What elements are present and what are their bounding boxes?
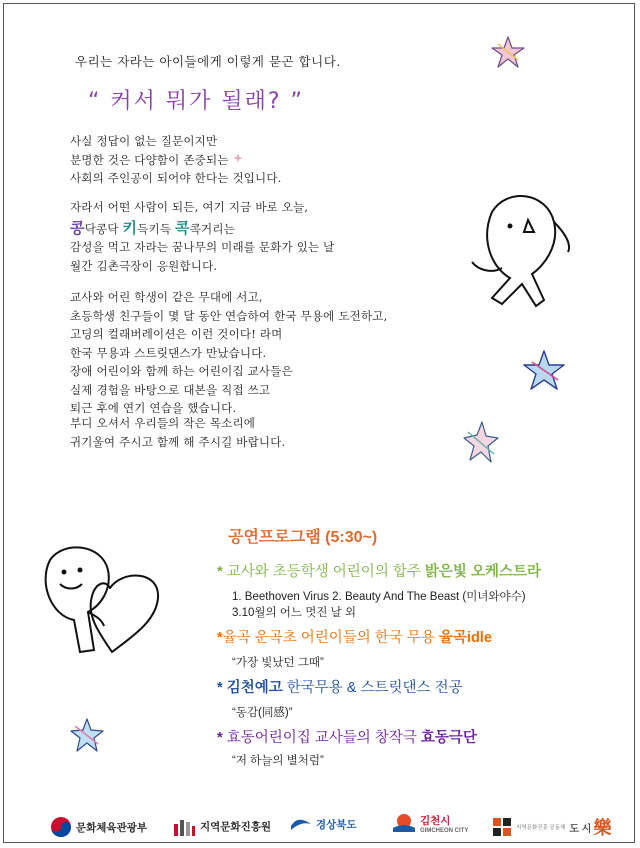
kok-char: 콕 xyxy=(175,218,190,237)
program-item-orchestra-detail: 1. Beethoven Virus 2. Beauty And The Beast (미녀와야수) xyxy=(232,591,526,603)
building-icon xyxy=(172,816,196,836)
logo-mcst: 문화체육관광부 xyxy=(50,816,147,838)
paragraph-line: 초등학생 친구들이 몇 달 동안 연습하여 한국 무용에 도전하고, xyxy=(70,308,388,323)
paragraph-line: 분명한 것은 다양함이 존중되는 xyxy=(70,151,282,170)
program-item-theater: * 효동어린이집 교사들의 창작극 효동극단 xyxy=(217,730,477,746)
program-item-idle: *율곡 운곡초 어린이들의 한국 무용 율곡idle xyxy=(217,630,492,646)
paragraph-line: 장애 어린이와 함께 하는 어린이집 교사들은 xyxy=(70,364,293,378)
paragraph-line: 실제 경험을 바탕으로 대본을 직접 쓰고 xyxy=(70,382,271,397)
paragraph-line: 부디 오셔서 우리들의 작은 목소리에 xyxy=(70,416,256,430)
paragraph-2 xyxy=(70,198,334,275)
headline-question: “ 커서 뭐가 될래? ” xyxy=(88,89,304,114)
culture-city-icon xyxy=(492,817,512,837)
flower-icon xyxy=(232,152,244,164)
paragraph-line: 귀기울여 주시고 함께 해 주시길 바랍니다. xyxy=(70,434,286,449)
ki-char: 키 xyxy=(122,218,138,237)
taegeuk-icon xyxy=(50,816,72,838)
doodle-character-illustration xyxy=(462,182,582,322)
kong-char: 콩 xyxy=(70,218,85,237)
logo-culture-city: 지역문화진흥 공동체 도 시 樂 xyxy=(492,814,611,840)
logo-gyeongbuk: 경상북도 xyxy=(290,816,357,832)
program-item-idle-detail: “가장 빛났던 그때” xyxy=(232,657,324,669)
program-title: 공연프로그램 (5:30~) xyxy=(228,529,378,546)
paragraph-line: 교사와 어린 학생이 같은 무대에 서고, xyxy=(70,290,263,304)
paragraph-line: 고딩의 컬래버레이션은 이런 것이다! 라며 xyxy=(70,327,283,341)
program-item-orchestra-detail: 3.10월의 어느 멋진 날 외 xyxy=(232,607,357,619)
sponsor-logos xyxy=(0,804,640,844)
paragraph-line: 자라서 어떤 사람이 되든, 여기 지금 바로 오늘, xyxy=(70,200,309,214)
paragraph-1 xyxy=(70,132,282,188)
logo-regional-culture: 지역문화진흥원 xyxy=(172,816,271,836)
paragraph-line: 퇴근 후에 연기 연습을 했습니다. xyxy=(70,401,237,415)
paragraph-4 xyxy=(70,414,285,451)
wave-icon xyxy=(290,816,312,832)
program-item-school-detail: “동감(同感)” xyxy=(232,707,293,719)
paragraph-line: 사회의 주인공이 되어야 한다는 것입니다. xyxy=(70,171,282,185)
star-icon xyxy=(68,716,106,754)
logo-gimcheon: 김천시 GIMCHEON CITY xyxy=(392,812,468,834)
star-icon xyxy=(462,420,500,464)
program-item-school: * 김천예고 한국무용 & 스트릿댄스 전공 xyxy=(217,680,463,696)
sun-icon xyxy=(392,812,416,834)
program-item-orchestra: * 교사와 초등학생 어린이의 합주 밝은빛 오케스트라 xyxy=(217,564,541,580)
intro-text: 우리는 자라는 아이들에게 이렇게 묻곤 합니다. xyxy=(75,54,341,69)
star-icon xyxy=(490,34,526,70)
paragraph-line: 월간 김촌극장이 응원합니다. xyxy=(70,258,218,273)
star-icon xyxy=(522,348,566,392)
paragraph-3 xyxy=(70,288,387,418)
program-item-theater-detail: “저 하늘의 별처럼” xyxy=(232,755,324,767)
paragraph-line: 한국 무용과 스트릿댄스가 만났습니다. xyxy=(70,345,267,360)
paragraph-line: 사실 정답이 없는 질문이지만 xyxy=(70,134,218,148)
doodle-heart-character-illustration xyxy=(30,540,180,670)
paragraph-line-onomatopoeia: 콩닥콩닥 키득키득 콕콕거리는 xyxy=(70,218,235,237)
paragraph-line: 감성을 먹고 자라는 꿈나무의 미래를 문화가 있는 날 xyxy=(70,240,335,254)
